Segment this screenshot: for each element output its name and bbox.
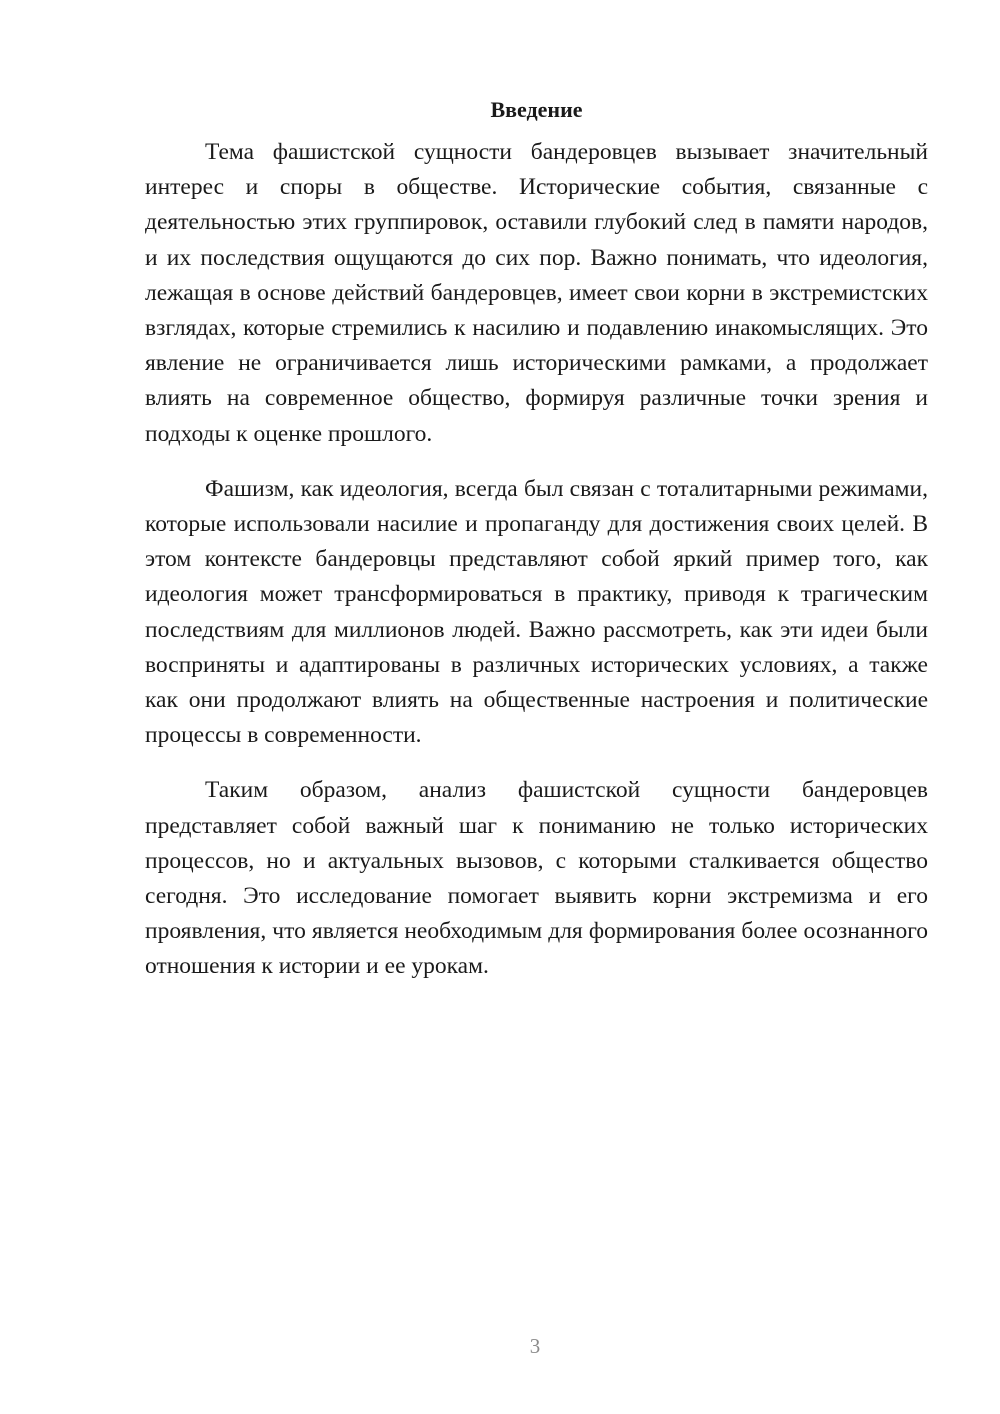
paragraph-3: Таким образом, анализ фашистской сущности бандеровцев представляет собой важный шаг к пониманию не только исторических процессов, но и актуальных вызовов, с которыми сталкивается общество сегодня. Это исследование помогает выявить корни экстремизма и его проявления, что является необходимым для формирования более осознанного отношения к истории и ее урокам.	[145, 777, 928, 980]
page-number: 3	[529, 1334, 541, 1358]
section-title: Введение	[490, 97, 583, 122]
paragraph-1: Тема фашистской сущности бандеровцев вызывает значительный интерес и споры в обществе. Исторические события, связанные с деятельностью этих группировок, оставили глубокий след в памяти народов, и их последствия ощущаются до сих пор. Важно понимать, что идеология, лежащая в основе действий бандеровцев, имеет свои корни в экстремистских взглядах, которые стремились к насилию и подавлению инакомыслящих. Это явление не ограничивается лишь историческими рамками, а продолжает влиять на современное общество, формируя различные точки зрения и подходы к оценке прошлого.	[145, 139, 928, 447]
document-page	[145, 95, 928, 1005]
paragraph-2: Фашизм, как идеология, всегда был связан с тоталитарными режимами, которые использовали насилие и пропаганду для достижения своих целей. В этом контексте бандеровцы представляют собой яркий пример того, как идеология может трансформироваться в практику, приводя к трагическим последствиям для миллионов людей. Важно рассмотреть, как эти идеи были восприняты и адаптированы в различных исторических условиях, а также как они продолжают влиять на общественные настроения и политические процессы в современности.	[145, 475, 928, 749]
